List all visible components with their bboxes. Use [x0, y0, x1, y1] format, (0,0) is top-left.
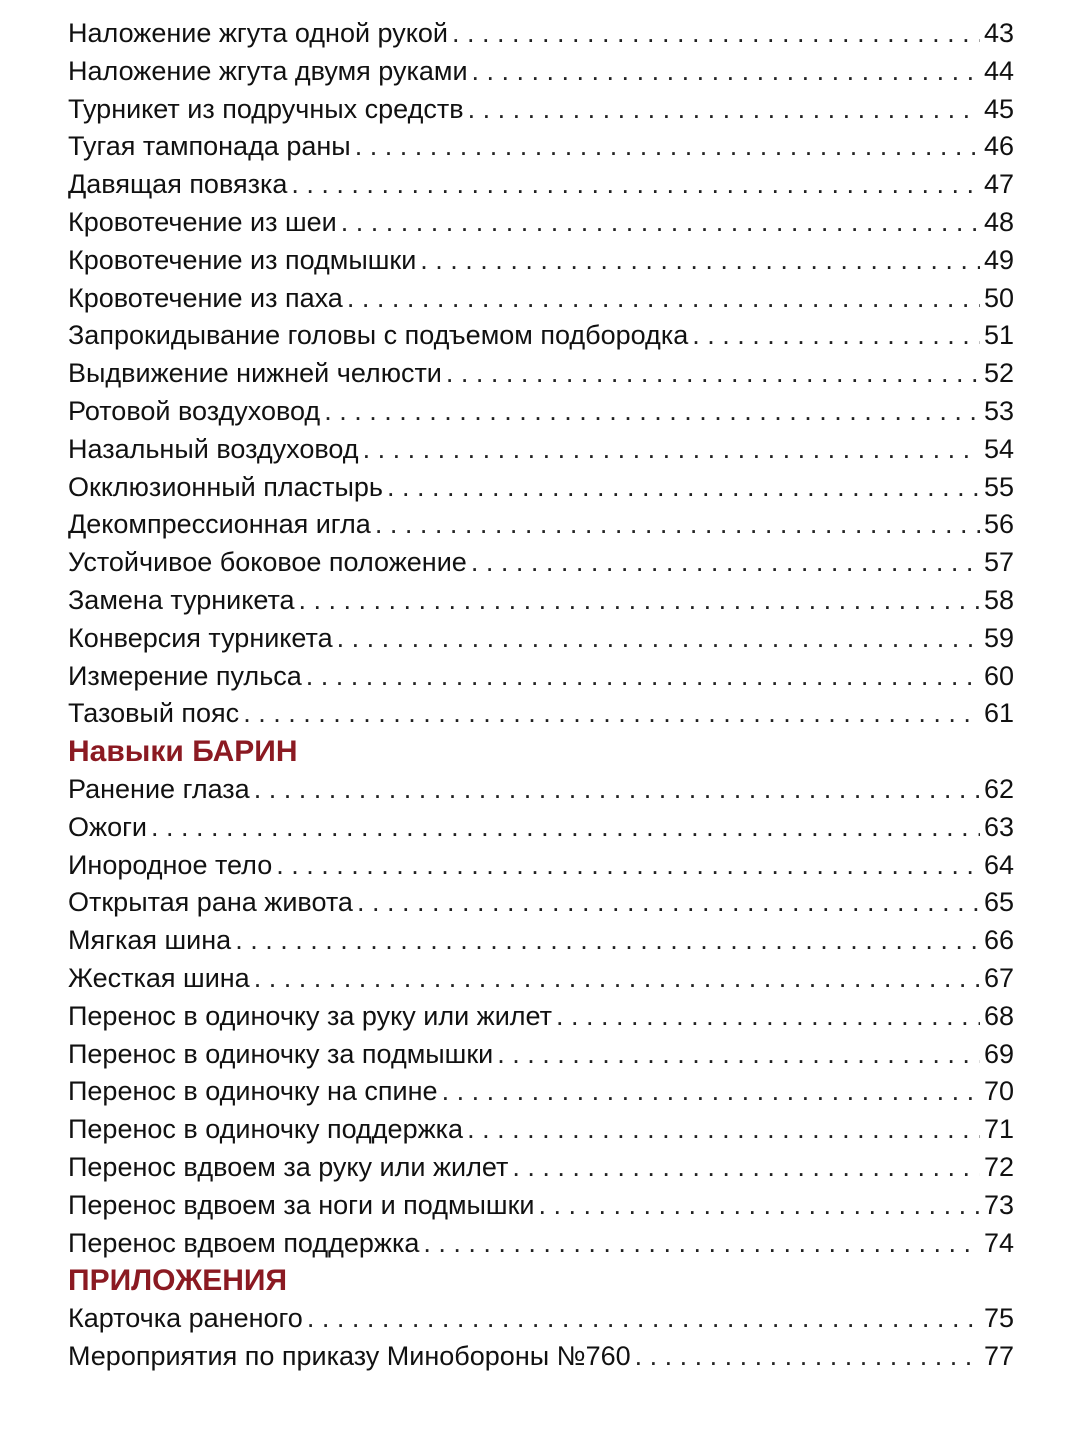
toc-entry-title: Мероприятия по приказу Минобороны №760	[68, 1340, 631, 1371]
toc-entry-page-number: 62	[983, 773, 1014, 804]
dot-leader	[420, 242, 980, 280]
section-heading-appendix: ПРИЛОЖЕНИЯ	[68, 1264, 288, 1298]
toc-entry	[68, 53, 1014, 91]
toc-entry-page-number: 43	[983, 18, 1014, 48]
toc-entry-page-number: 70	[983, 1076, 1014, 1107]
toc-entry-title: Устойчивое боковое положение	[68, 547, 467, 578]
table-of-contents	[68, 15, 1014, 1376]
toc-entry-title: Наложение жгута одной рукой	[68, 18, 448, 48]
dot-leader	[363, 431, 980, 469]
toc-entry-title: Кровотечение из шеи	[68, 206, 337, 237]
toc-entry-page-number: 58	[983, 584, 1014, 615]
toc-entry-title: Перенос в одиночку за подмышки	[68, 1038, 494, 1069]
toc-entry-title: Перенос вдвоем за руку или жилет	[68, 1151, 509, 1182]
toc-group-top	[68, 15, 1014, 733]
toc-entry-page-number: 44	[983, 55, 1014, 86]
toc-entry-page-number: 51	[983, 320, 1014, 351]
toc-entry-page-number: 53	[983, 395, 1014, 426]
dot-leader	[307, 1300, 980, 1338]
toc-entry-page-number: 64	[983, 849, 1014, 880]
toc-entry-page-number: 72	[983, 1151, 1014, 1182]
dot-leader	[423, 1225, 980, 1263]
dot-leader	[375, 506, 980, 544]
toc-entry-title: Декомпрессионная игла	[68, 509, 371, 540]
toc-entry-title: Кровотечение из паха	[68, 282, 343, 313]
toc-entry	[68, 1225, 1014, 1263]
dot-leader	[467, 1111, 980, 1149]
toc-entry-title: Перенос в одиночку за руку или жилет	[68, 1000, 553, 1031]
toc-entry-page-number: 77	[983, 1340, 1014, 1371]
dot-leader	[468, 91, 980, 129]
toc-group-appendix	[68, 1300, 1014, 1376]
toc-entry	[68, 809, 1014, 847]
dot-leader	[276, 847, 980, 885]
toc-entry-title: Конверсия турникета	[68, 622, 333, 653]
section-heading-barin: Навыки БАРИН	[68, 735, 298, 769]
dot-leader	[299, 582, 980, 620]
toc-entry	[68, 393, 1014, 431]
toc-entry-page-number: 59	[983, 622, 1014, 653]
toc-entry-page-number: 57	[983, 547, 1014, 578]
toc-entry-page-number: 46	[983, 131, 1014, 162]
toc-entry-title: Ожоги	[68, 811, 148, 842]
dot-leader	[387, 469, 980, 507]
toc-entry	[68, 1149, 1014, 1187]
toc-entry-page-number: 52	[983, 358, 1014, 389]
toc-entry-page-number: 69	[983, 1038, 1014, 1069]
dot-leader	[254, 960, 980, 998]
toc-entry-page-number: 63	[983, 811, 1014, 842]
toc-entry-title: Турникет из подручных средств	[68, 93, 464, 124]
dot-leader	[151, 809, 980, 847]
dot-leader	[452, 15, 980, 53]
toc-entry-title: Мягкая шина	[68, 925, 232, 956]
toc-entry	[68, 1338, 1014, 1376]
toc-entry-page-number: 67	[983, 962, 1014, 993]
toc-entry	[68, 15, 1014, 53]
toc-entry	[68, 998, 1014, 1036]
dot-leader	[306, 658, 980, 696]
dot-leader	[635, 1338, 980, 1376]
toc-entry	[68, 506, 1014, 544]
toc-entry-page-number: 54	[983, 433, 1014, 464]
toc-entry	[68, 1187, 1014, 1225]
dot-leader	[235, 922, 980, 960]
toc-entry	[68, 1300, 1014, 1338]
dot-leader	[243, 695, 980, 733]
dot-leader	[324, 393, 980, 431]
dot-leader	[254, 771, 980, 809]
toc-entry	[68, 960, 1014, 998]
toc-entry	[68, 1073, 1014, 1111]
dot-leader	[355, 128, 980, 166]
toc-entry-title: Наложение жгута двумя руками	[68, 55, 468, 86]
toc-entry-title: Кровотечение из подмышки	[68, 244, 417, 275]
toc-entry-page-number: 66	[983, 925, 1014, 956]
toc-entry-page-number: 49	[983, 244, 1014, 275]
toc-entry	[68, 242, 1014, 280]
toc-entry-title: Замена турникета	[68, 584, 295, 615]
toc-entry-page-number: 50	[983, 282, 1014, 313]
toc-entry-page-number: 61	[983, 698, 1014, 729]
toc-entry-page-number: 65	[983, 887, 1014, 918]
toc-entry-page-number: 47	[983, 169, 1014, 200]
dot-leader	[538, 1187, 979, 1225]
toc-entry-title: Перенос в одиночку поддержка	[68, 1114, 464, 1145]
toc-entry-title: Окклюзионный пластырь	[68, 471, 383, 502]
toc-entry-title: Жесткая шина	[68, 962, 250, 993]
dot-leader	[497, 1036, 980, 1074]
dot-leader	[512, 1149, 980, 1187]
dot-leader	[291, 166, 980, 204]
toc-entry-title: Назальный воздуховод	[68, 433, 359, 464]
toc-group-barin	[68, 771, 1014, 1262]
toc-entry-title: Запрокидывание головы с подъемом подбородка	[68, 320, 689, 351]
toc-entry-title: Перенос вдвоем за ноги и подмышки	[68, 1189, 535, 1220]
toc-entry	[68, 695, 1014, 733]
toc-entry-title: Ранение глаза	[68, 773, 250, 804]
toc-entry-title: Давящая повязка	[68, 169, 288, 200]
toc-entry-page-number: 55	[983, 471, 1014, 502]
toc-entry	[68, 166, 1014, 204]
toc-entry	[68, 922, 1014, 960]
toc-entry-title: Перенос в одиночку на спине	[68, 1076, 438, 1107]
toc-entry-title: Открытая рана живота	[68, 887, 353, 918]
toc-entry-page-number: 60	[983, 660, 1014, 691]
toc-entry-title: Инородное тело	[68, 849, 273, 880]
toc-entry	[68, 658, 1014, 696]
toc-entry	[68, 280, 1014, 318]
dot-leader	[347, 280, 980, 318]
toc-entry-page-number: 56	[983, 509, 1014, 540]
toc-entry-title: Карточка раненого	[68, 1303, 303, 1334]
toc-entry	[68, 317, 1014, 355]
toc-entry-title: Тазовый пояс	[68, 698, 240, 729]
toc-entry	[68, 1036, 1014, 1074]
dot-leader	[692, 317, 980, 355]
dot-leader	[341, 204, 980, 242]
toc-entry	[68, 582, 1014, 620]
toc-entry-title: Ротовой воздуховод	[68, 395, 321, 426]
toc-entry-page-number: 48	[983, 206, 1014, 237]
toc-entry	[68, 469, 1014, 507]
toc-entry	[68, 544, 1014, 582]
toc-entry	[68, 847, 1014, 885]
toc-entry	[68, 204, 1014, 242]
toc-entry	[68, 1111, 1014, 1149]
toc-entry-page-number: 71	[983, 1114, 1014, 1145]
toc-entry-title: Перенос вдвоем поддержка	[68, 1227, 420, 1258]
toc-entry-page-number: 75	[983, 1303, 1014, 1334]
dot-leader	[556, 998, 980, 1036]
dot-leader	[357, 884, 980, 922]
dot-leader	[472, 53, 980, 91]
toc-entry	[68, 771, 1014, 809]
toc-entry-page-number: 73	[983, 1189, 1014, 1220]
toc-entry	[68, 620, 1014, 658]
toc-entry-title: Тугая тампонада раны	[68, 131, 351, 162]
toc-entry	[68, 355, 1014, 393]
toc-entry	[68, 91, 1014, 129]
toc-entry-title: Измерение пульса	[68, 660, 302, 691]
toc-entry-title: Выдвижение нижней челюсти	[68, 358, 442, 389]
toc-entry-page-number: 45	[983, 93, 1014, 124]
toc-entry-page-number: 74	[983, 1227, 1014, 1258]
toc-entry	[68, 128, 1014, 166]
toc-entry	[68, 884, 1014, 922]
toc-entry-page-number: 68	[983, 1000, 1014, 1031]
dot-leader	[442, 1073, 980, 1111]
dot-leader	[337, 620, 980, 658]
dot-leader	[471, 544, 980, 582]
dot-leader	[446, 355, 980, 393]
toc-entry	[68, 431, 1014, 469]
